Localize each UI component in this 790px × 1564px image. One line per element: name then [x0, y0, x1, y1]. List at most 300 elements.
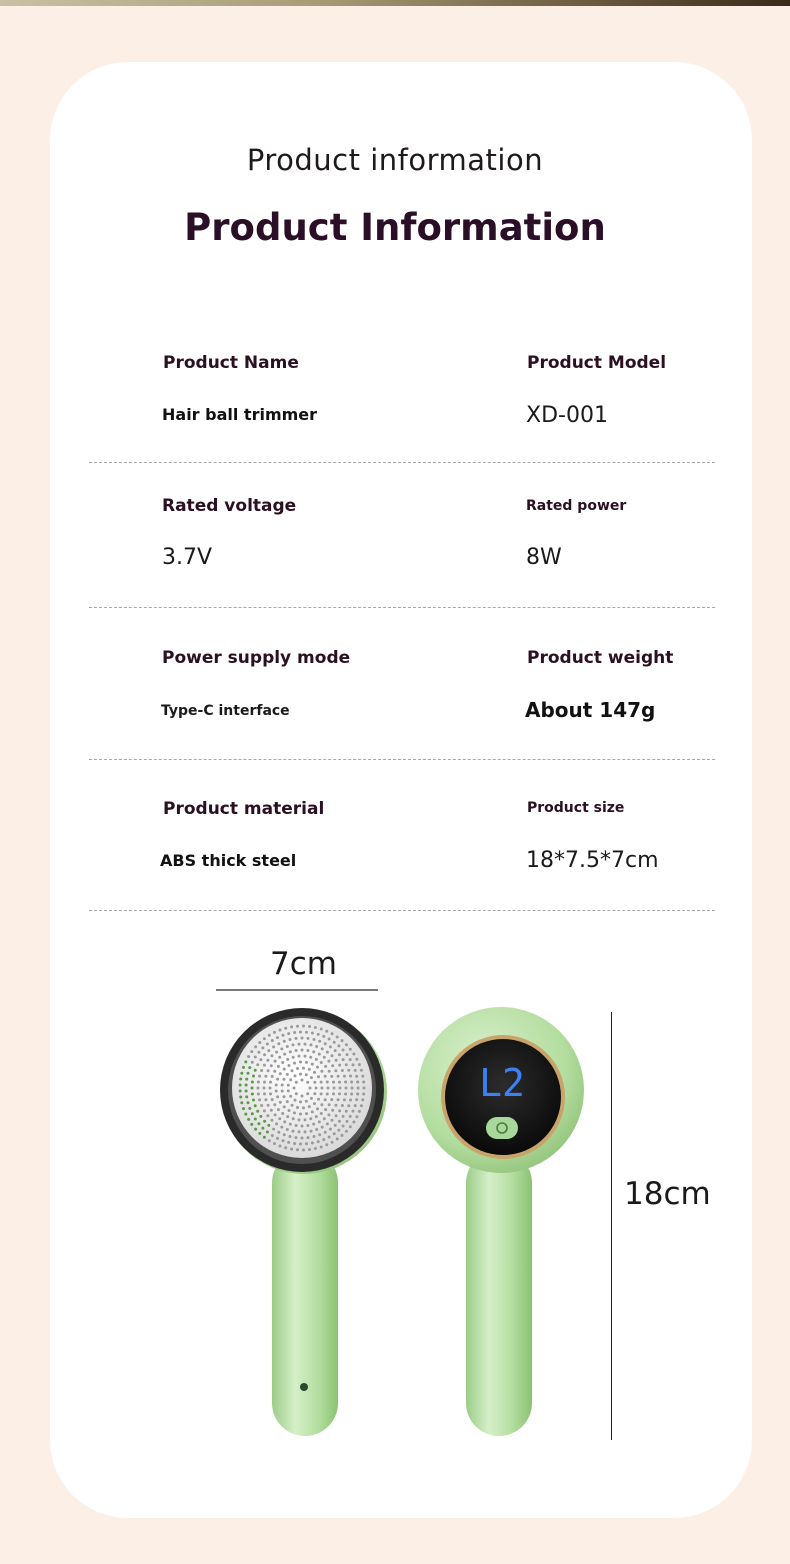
mesh-hole	[296, 1148, 299, 1151]
mesh-hole	[276, 1036, 279, 1039]
mesh-hole	[301, 1137, 304, 1140]
mesh-hole	[258, 1098, 261, 1101]
mesh-hole	[331, 1109, 334, 1112]
mesh-hole	[263, 1120, 266, 1123]
mesh-hole	[298, 1130, 301, 1133]
mesh-hole	[256, 1063, 259, 1066]
mesh-hole	[322, 1138, 325, 1141]
mesh-hole	[288, 1109, 291, 1112]
mesh-hole	[360, 1104, 363, 1107]
mesh-hole	[277, 1131, 280, 1134]
mesh-hole	[333, 1132, 336, 1135]
mesh-hole	[283, 1068, 286, 1071]
mesh-hole	[298, 1118, 301, 1121]
spec-value-rated-voltage: 3.7V	[162, 545, 213, 570]
mesh-hole	[342, 1058, 345, 1061]
mesh-hole	[318, 1053, 321, 1056]
spec-value-product-name: Hair ball trimmer	[162, 405, 318, 424]
mesh-hole	[331, 1141, 334, 1144]
mesh-hole	[291, 1069, 294, 1072]
mesh-hole	[306, 1124, 309, 1127]
mesh-hole	[259, 1058, 262, 1061]
mesh-hole	[307, 1037, 310, 1040]
mesh-hole	[281, 1061, 284, 1064]
mesh-hole	[312, 1050, 315, 1053]
mesh-hole	[268, 1034, 271, 1037]
mesh-hole	[332, 1092, 335, 1095]
mesh-hole	[270, 1109, 273, 1112]
mesh-hole	[336, 1036, 339, 1039]
mesh-hole	[261, 1046, 264, 1049]
mesh-hole	[305, 1061, 308, 1064]
mesh-hole	[355, 1075, 358, 1078]
mesh-hole	[323, 1056, 326, 1059]
mesh-hole	[272, 1128, 275, 1131]
mesh-hole	[342, 1049, 345, 1052]
mesh-hole	[313, 1071, 316, 1074]
mesh-hole	[263, 1109, 266, 1112]
mesh-hole	[293, 1087, 296, 1090]
mesh-hole	[358, 1110, 361, 1113]
mesh-hole	[278, 1117, 281, 1120]
mesh-hole	[263, 1087, 266, 1090]
mesh-hole	[326, 1093, 329, 1096]
mesh-hole	[257, 1051, 260, 1054]
mesh-hole	[251, 1087, 254, 1090]
mesh-hole	[314, 1147, 317, 1150]
mesh-hole	[309, 1087, 312, 1090]
mesh-hole	[286, 1073, 289, 1076]
mesh-hole	[320, 1070, 323, 1073]
mesh-hole	[286, 1128, 289, 1131]
mesh-hole	[258, 1132, 261, 1135]
mesh-hole	[283, 1040, 286, 1043]
mesh-hole	[295, 1124, 298, 1127]
mesh-hole	[305, 1100, 308, 1103]
trimmer-front-view	[220, 1008, 387, 1436]
mesh-hole	[310, 1043, 313, 1046]
mesh-hole	[354, 1104, 357, 1107]
mesh-hole	[320, 1081, 323, 1084]
mesh-hole	[247, 1101, 250, 1104]
mesh-hole	[282, 1034, 285, 1037]
mesh-hole	[284, 1027, 287, 1030]
spec-value-product-weight: About 147g	[525, 698, 656, 722]
mesh-hole	[320, 1092, 323, 1095]
spec-label-product-weight: Product weight	[527, 648, 674, 668]
mesh-hole	[313, 1038, 316, 1041]
mesh-hole	[302, 1149, 305, 1152]
mesh-hole	[280, 1047, 283, 1050]
mesh-hole	[304, 1130, 307, 1133]
mesh-hole	[313, 1081, 316, 1084]
mesh-hole	[320, 1028, 323, 1031]
mesh-hole	[279, 1145, 282, 1148]
mesh-hole	[286, 1100, 289, 1103]
mesh-hole	[251, 1093, 254, 1096]
mesh-hole	[242, 1107, 245, 1110]
mesh-hole	[301, 1079, 304, 1082]
mesh-hole	[244, 1113, 247, 1116]
mesh-hole	[283, 1105, 286, 1108]
mesh-hole	[244, 1060, 247, 1063]
mesh-hole	[271, 1054, 274, 1057]
mesh-hole	[334, 1069, 337, 1072]
mesh-hole	[245, 1090, 248, 1093]
mesh-hole	[254, 1056, 257, 1059]
mesh-hole	[260, 1104, 263, 1107]
mesh-hole	[344, 1093, 347, 1096]
mesh-hole	[337, 1098, 340, 1101]
mesh-hole	[279, 1072, 282, 1075]
mesh-hole	[287, 1141, 290, 1144]
mesh-hole	[352, 1121, 355, 1124]
mesh-hole	[289, 1123, 292, 1126]
mesh-hole	[327, 1060, 330, 1063]
mesh-hole	[326, 1051, 329, 1054]
mesh-hole	[266, 1114, 269, 1117]
mesh-hole	[264, 1075, 267, 1078]
mesh-hole	[305, 1073, 308, 1076]
mesh-hole	[295, 1081, 298, 1084]
mesh-hole	[298, 1043, 301, 1046]
mesh-hole	[259, 1115, 262, 1118]
mesh-hole	[338, 1092, 341, 1095]
mesh-hole	[242, 1066, 245, 1069]
mesh-hole	[289, 1038, 292, 1041]
mesh-hole	[342, 1115, 345, 1118]
mesh-hole	[288, 1064, 291, 1067]
power-button[interactable]	[486, 1117, 518, 1139]
mesh-hole	[338, 1053, 341, 1056]
mesh-hole	[279, 1029, 282, 1032]
spec-value-rated-power: 8W	[526, 545, 562, 570]
mesh-hole	[277, 1042, 280, 1045]
mesh-hole	[251, 1112, 254, 1115]
mesh-hole	[277, 1065, 280, 1068]
mesh-hole	[309, 1056, 312, 1059]
mesh-hole	[245, 1078, 248, 1081]
mesh-hole	[324, 1131, 327, 1134]
mesh-hole	[333, 1087, 336, 1090]
mesh-hole	[352, 1063, 355, 1066]
mesh-hole	[263, 1064, 266, 1067]
mesh-hole	[329, 1045, 332, 1048]
mesh-hole	[301, 1049, 304, 1052]
mesh-hole	[326, 1122, 329, 1125]
mesh-hole	[331, 1054, 334, 1057]
mesh-hole	[257, 1093, 260, 1096]
mesh-hole	[280, 1126, 283, 1129]
mesh-hole	[324, 1098, 327, 1101]
mesh-hole	[352, 1053, 355, 1056]
mesh-hole	[293, 1142, 296, 1145]
mesh-hole	[273, 1031, 276, 1034]
charge-indicator	[300, 1383, 308, 1391]
mesh-hole	[263, 1037, 266, 1040]
mesh-hole	[308, 1148, 311, 1151]
mesh-hole	[301, 1125, 304, 1128]
mesh-hole	[315, 1087, 318, 1090]
spec-value-product-model: XD-001	[526, 403, 608, 428]
mesh-hole	[320, 1112, 323, 1115]
mesh-hole	[268, 1139, 271, 1142]
mesh-hole	[254, 1118, 257, 1121]
mesh-hole	[272, 1045, 275, 1048]
mesh-hole	[317, 1140, 320, 1143]
mesh-hole	[345, 1063, 348, 1066]
mesh-hole	[344, 1081, 347, 1084]
mesh-hole	[269, 1081, 272, 1084]
mesh-hole	[316, 1107, 319, 1110]
mesh-hole	[283, 1053, 286, 1056]
mesh-hole	[330, 1075, 333, 1078]
mesh-hole	[279, 1101, 282, 1104]
mesh-hole	[320, 1061, 323, 1064]
mesh-hole	[318, 1040, 321, 1043]
mesh-hole	[335, 1114, 338, 1117]
mesh-hole	[306, 1092, 309, 1095]
mesh-hole	[271, 1039, 274, 1042]
mesh-hole	[305, 1031, 308, 1034]
width-dimension-label: 7cm	[270, 946, 337, 982]
mesh-hole	[317, 1033, 320, 1036]
mesh-hole	[289, 1050, 292, 1053]
mesh-hole	[321, 1126, 324, 1129]
mesh-hole	[239, 1096, 242, 1099]
mesh-hole	[307, 1136, 310, 1139]
mesh-hole	[349, 1058, 352, 1061]
mesh-hole	[315, 1115, 318, 1118]
spec-label-product-material: Product material	[163, 799, 325, 819]
mesh-hole	[323, 1117, 326, 1120]
mesh-hole	[313, 1135, 316, 1138]
mesh-hole	[324, 1108, 327, 1111]
mesh-hole	[335, 1059, 338, 1062]
mesh-hole	[328, 1136, 331, 1139]
mesh-hole	[329, 1128, 332, 1131]
mesh-hole	[296, 1025, 299, 1028]
mesh-hole	[276, 1078, 279, 1081]
mesh-hole	[318, 1120, 321, 1123]
mesh-hole	[252, 1075, 255, 1078]
mesh-hole	[355, 1115, 358, 1118]
mesh-hole	[254, 1069, 257, 1072]
mesh-hole	[327, 1113, 330, 1116]
mesh-hole	[267, 1124, 270, 1127]
mesh-hole	[363, 1087, 366, 1090]
mesh-hole	[292, 1117, 295, 1120]
mesh-hole	[337, 1044, 340, 1047]
mesh-hole	[318, 1133, 321, 1136]
mesh-hole	[331, 1119, 334, 1122]
mesh-hole	[239, 1084, 242, 1087]
mesh-hole	[356, 1093, 359, 1096]
mesh-hole	[346, 1120, 349, 1123]
mesh-hole	[356, 1081, 359, 1084]
mesh-hole	[296, 1067, 299, 1070]
mesh-hole	[284, 1146, 287, 1149]
mesh-hole	[324, 1042, 327, 1045]
mesh-hole	[328, 1038, 331, 1041]
mesh-hole	[292, 1043, 295, 1046]
mesh-hole	[349, 1075, 352, 1078]
mesh-hole	[267, 1049, 270, 1052]
mesh-hole	[357, 1087, 360, 1090]
mesh-hole	[311, 1063, 314, 1066]
mesh-hole	[346, 1053, 349, 1056]
mesh-hole	[270, 1064, 273, 1067]
mesh-hole	[305, 1142, 308, 1145]
mesh-hole	[299, 1143, 302, 1146]
page-title: Product Information	[184, 206, 606, 249]
mesh-hole	[343, 1098, 346, 1101]
mesh-hole	[289, 1095, 292, 1098]
mesh-hole	[295, 1037, 298, 1040]
mesh-hole	[273, 1070, 276, 1073]
spec-label-product-name: Product Name	[163, 353, 299, 373]
mesh-hole	[325, 1143, 328, 1146]
mesh-hole	[282, 1139, 285, 1142]
mesh-hole	[248, 1066, 251, 1069]
mesh-hole	[277, 1108, 280, 1111]
mesh-hole	[239, 1078, 242, 1081]
mesh-hole	[289, 1135, 292, 1138]
mesh-hole	[245, 1095, 248, 1098]
mesh-hole	[355, 1058, 358, 1061]
mesh-hole	[336, 1138, 339, 1141]
mesh-hole	[341, 1069, 344, 1072]
mesh-hole	[349, 1099, 352, 1102]
mesh-hole	[294, 1099, 297, 1102]
display-level: L2	[479, 1061, 525, 1105]
mesh-hole	[360, 1069, 363, 1072]
mesh-hole	[317, 1075, 320, 1078]
mesh-hole	[256, 1110, 259, 1113]
mesh-hole	[310, 1130, 313, 1133]
spec-label-rated-voltage: Rated voltage	[162, 496, 297, 516]
mesh-hole	[248, 1107, 251, 1110]
mesh-hole	[343, 1075, 346, 1078]
mesh-hole	[267, 1104, 270, 1107]
mesh-hole	[354, 1069, 357, 1072]
mesh-hole	[358, 1063, 361, 1066]
mesh-hole	[305, 1112, 308, 1115]
mesh-hole	[273, 1142, 276, 1145]
mesh-hole	[247, 1118, 250, 1121]
mesh-hole	[293, 1031, 296, 1034]
mesh-hole	[362, 1081, 365, 1084]
mesh-hole	[320, 1146, 323, 1149]
mesh-hole	[324, 1075, 327, 1078]
mesh-hole	[295, 1049, 298, 1052]
mesh-hole	[347, 1104, 350, 1107]
mesh-hole	[304, 1043, 307, 1046]
mesh-hole	[308, 1025, 311, 1028]
mesh-hole	[349, 1115, 352, 1118]
mesh-hole	[321, 1047, 324, 1050]
mesh-hole	[299, 1031, 302, 1034]
spec-value-product-size: 18*7.5*7cm	[526, 848, 659, 873]
mesh-hole	[293, 1062, 296, 1065]
spec-label-product-size: Product size	[527, 800, 625, 816]
mesh-hole	[273, 1103, 276, 1106]
mesh-hole	[295, 1092, 298, 1095]
mesh-hole	[341, 1134, 344, 1137]
mesh-hole	[349, 1048, 352, 1051]
mesh-hole	[291, 1104, 294, 1107]
mesh-hole	[311, 1032, 314, 1035]
mesh-hole	[320, 1103, 323, 1106]
mesh-hole	[345, 1130, 348, 1133]
mesh-hole	[351, 1087, 354, 1090]
mesh-hole	[264, 1098, 267, 1101]
mesh-hole	[342, 1125, 345, 1128]
mesh-hole	[296, 1106, 299, 1109]
mesh-hole	[263, 1092, 266, 1095]
mesh-hole	[269, 1087, 272, 1090]
mesh-hole	[289, 1078, 292, 1081]
mesh-hole	[283, 1078, 286, 1081]
mesh-hole	[257, 1081, 260, 1084]
mesh-hole	[281, 1090, 284, 1093]
spec-label-rated-power: Rated power	[526, 498, 627, 514]
mesh-hole	[294, 1074, 297, 1077]
mesh-hole	[361, 1098, 364, 1101]
mesh-hole	[290, 1025, 293, 1028]
mesh-hole	[281, 1084, 284, 1087]
mesh-hole	[254, 1045, 257, 1048]
mesh-hole	[271, 1134, 274, 1137]
mesh-hole	[315, 1058, 318, 1061]
mesh-hole	[276, 1137, 279, 1140]
page-subtitle: Product information	[246, 143, 544, 177]
mesh-hole	[275, 1084, 278, 1087]
mesh-hole	[281, 1112, 284, 1115]
mesh-hole	[266, 1131, 269, 1134]
mesh-hole	[345, 1087, 348, 1090]
mesh-hole	[266, 1059, 269, 1062]
mesh-hole	[299, 1061, 302, 1064]
mesh-hole	[311, 1142, 314, 1145]
mesh-hole	[260, 1069, 263, 1072]
spec-label-product-model: Product Model	[527, 353, 667, 373]
mesh-hole	[345, 1043, 348, 1046]
mesh-hole	[362, 1093, 365, 1096]
mesh-hole	[315, 1128, 318, 1131]
mesh-hole	[331, 1032, 334, 1035]
mesh-hole	[314, 1026, 317, 1029]
mesh-hole	[257, 1122, 260, 1125]
mesh-hole	[325, 1030, 328, 1033]
mesh-hole	[324, 1065, 327, 1068]
mesh-hole	[292, 1130, 295, 1133]
mesh-hole	[330, 1098, 333, 1101]
mesh-hole	[299, 1113, 302, 1116]
mesh-hole	[263, 1081, 266, 1084]
mesh-hole	[327, 1087, 330, 1090]
mesh-hole	[240, 1101, 243, 1104]
mesh-hole	[299, 1100, 302, 1103]
mesh-hole	[350, 1081, 353, 1084]
mesh-hole	[328, 1070, 331, 1073]
mesh-hole	[301, 1037, 304, 1040]
mesh-hole	[247, 1055, 250, 1058]
mesh-hole	[308, 1068, 311, 1071]
mesh-hole	[334, 1104, 337, 1107]
mesh-hole	[275, 1051, 278, 1054]
mesh-hole	[287, 1089, 290, 1092]
